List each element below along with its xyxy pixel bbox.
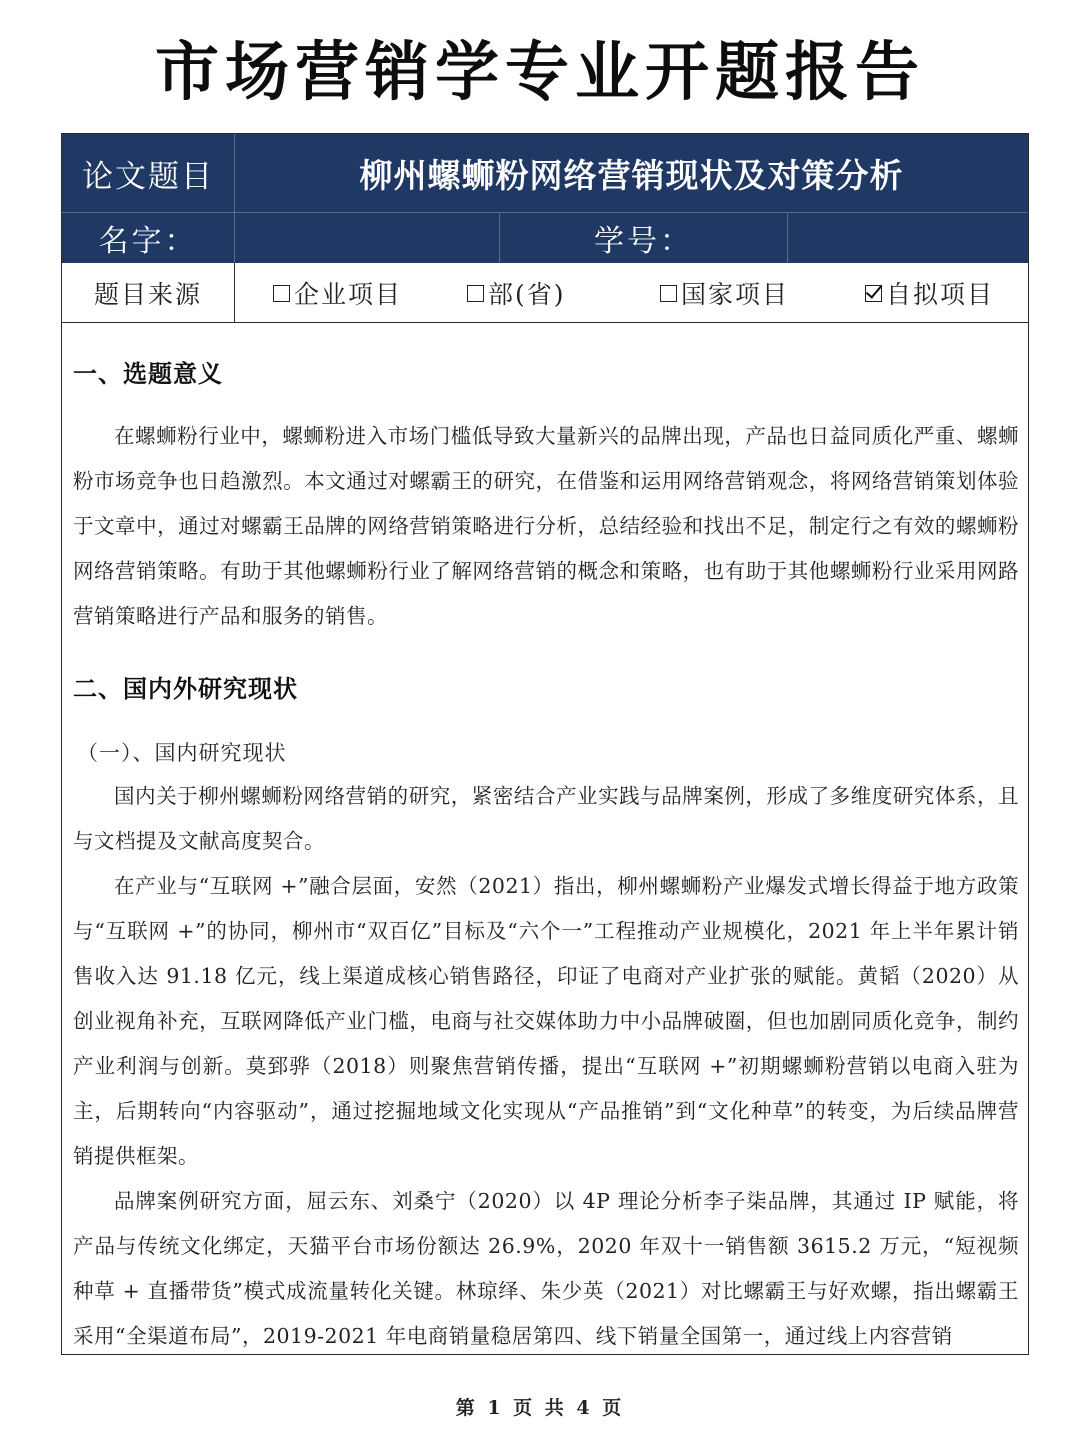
research-paragraph-1: 国内关于柳州螺蛳粉网络营销的研究，紧密结合产业实践与品牌案例，形成了多维度研究体系，且与文档提及文献高度契合。 bbox=[73, 784, 1019, 853]
student-id-label: 学号： bbox=[500, 213, 788, 263]
section-heading-research-status: 二、国内外研究现状 bbox=[73, 675, 298, 703]
source-label: 题目来源 bbox=[62, 263, 235, 322]
source-options bbox=[235, 263, 1028, 322]
source-row bbox=[62, 263, 1028, 323]
option-enterprise[interactable] bbox=[273, 263, 402, 323]
topic-label: 论文题目 bbox=[62, 134, 235, 212]
page-footer: 第 1 页 共 4 页 bbox=[455, 1397, 625, 1419]
document-title: 市场营销学专业开题报告 bbox=[155, 36, 925, 110]
section-heading-significance: 一、选题意义 bbox=[73, 360, 223, 388]
name-label: 名字： bbox=[62, 213, 235, 263]
report-frame bbox=[61, 133, 1029, 1355]
option-label: 企业项目 bbox=[294, 280, 403, 309]
option-label: 自拟项目 bbox=[886, 280, 995, 309]
name-field[interactable] bbox=[235, 213, 500, 263]
checked-checkbox-icon[interactable] bbox=[865, 285, 882, 302]
option-self-proposed[interactable] bbox=[865, 263, 994, 323]
checkbox-icon[interactable] bbox=[273, 285, 290, 302]
research-paragraph-2: 在产业与“互联网 +”融合层面，安然（2021）指出，柳州螺蛳粉产业爆发式增长得益于地方政策与“互联网 +”的协同，柳州市“双百亿”目标及“六个一”工程推动产业规模化，2021 年上半年累计销售收入达 91.18 亿元，线上渠道成核心销售路径，印证了电商对产业扩张的赋能。黄韬（2020）从创业视角补充，互联网降低产业门槛，电商与社交媒体助力中小品牌破圈，但也加剧同质化竞争，制约产业利润与创新。莫郅骅（2018）则聚焦营销传播，提出“互联网 +”初期螺蛳粉营销以电商入驻为主，后期转向“内容驱动”，通过挖掘地域文化实现从“产品推销”到“文化种草”的转变，为后续品牌营销提供框架。 bbox=[73, 874, 1019, 1168]
topic-value: 柳州螺蛳粉网络营销现状及对策分析 bbox=[359, 155, 904, 195]
option-ministry[interactable] bbox=[467, 263, 566, 323]
topic-row bbox=[62, 134, 1028, 213]
subheading-domestic-research: （一）、国内研究现状 bbox=[77, 741, 287, 765]
research-paragraph-3: 品牌案例研究方面，屈云东、刘桑宁（2020）以 4P 理论分析李子柒品牌，其通过 IP 赋能，将产品与传统文化绑定，天猫平台市场份额达 26.9%，2020 年双十一销售额 3615.2 万元，“短视频种草 + 直播带货”模式成流量转化关键。林琼绎、朱少英（2021）对比螺霸王与好欢螺，指出螺霸王采用“全渠道布局”，2019-2021 年电商销量稳居第四、线下销量全国第一，通过线上内容营销 bbox=[73, 1189, 1019, 1348]
significance-paragraph: 在螺蛳粉行业中，螺蛳粉进入市场门槛低导致大量新兴的品牌出现，产品也日益同质化严重、螺蛳粉市场竞争也日趋激烈。本文通过对螺霸王的研究，在借鉴和运用网络营销观念，将网络营销策划体验于文章中，通过对螺霸王品牌的网络营销策略进行分析，总结经验和找出不足，制定行之有效的螺蛳粉网络营销策略。有助于其他螺蛳粉行业了解网络营销的概念和策略，也有助于其他螺蛳粉行业采用网路营销策略进行产品和服务的销售。 bbox=[73, 424, 1019, 628]
option-national[interactable] bbox=[660, 263, 789, 323]
checkbox-icon[interactable] bbox=[660, 285, 677, 302]
checkbox-icon[interactable] bbox=[467, 285, 484, 302]
student-id-field[interactable] bbox=[788, 213, 1028, 263]
option-label: 国家项目 bbox=[681, 280, 790, 309]
option-label: 部(省) bbox=[488, 280, 566, 309]
name-row bbox=[62, 213, 1028, 263]
